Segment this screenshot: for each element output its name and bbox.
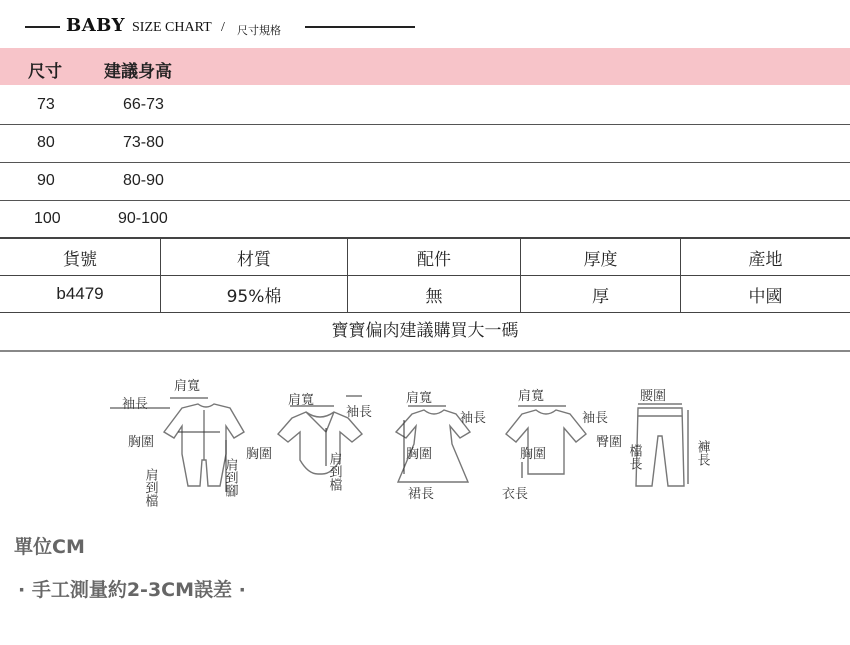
table-row bbox=[0, 162, 850, 201]
header-line-right bbox=[305, 26, 415, 28]
dress-shoulder-label: 肩寬 bbox=[406, 391, 433, 406]
info-value-origin: 中國 bbox=[681, 276, 850, 313]
bodysuit-shoulder-crotch-label: 肩到檔 bbox=[326, 452, 342, 491]
romper-chest-label: 胸圍 bbox=[128, 435, 155, 450]
dress-illustration bbox=[396, 410, 470, 482]
top-sleeve-label: 袖長 bbox=[582, 411, 609, 426]
header-size-spec: 尺寸規格 bbox=[237, 24, 281, 37]
col-size: 尺寸 bbox=[28, 62, 62, 82]
info-value-item: b4479 bbox=[0, 276, 161, 313]
size-cell: 73 bbox=[37, 96, 55, 113]
header-line-left bbox=[25, 26, 60, 28]
romper-shoulder-label: 肩寬 bbox=[174, 379, 201, 394]
top-length-label: 衣長 bbox=[502, 487, 529, 502]
pants-illustration bbox=[636, 408, 684, 486]
height-cell: 66-73 bbox=[123, 96, 164, 113]
top-illustration bbox=[506, 410, 586, 474]
romper-sleeve-label: 袖長 bbox=[122, 397, 149, 412]
info-value-thickness: 厚 bbox=[521, 276, 681, 313]
dress-skirt-label: 裙長 bbox=[408, 487, 435, 502]
romper-shoulder-foot-label: 肩到腳 bbox=[222, 458, 238, 497]
size-cell: 80 bbox=[37, 134, 55, 151]
info-header-origin: 產地 bbox=[681, 238, 850, 276]
size-table-header bbox=[0, 48, 850, 85]
table-row bbox=[0, 124, 850, 163]
size-advice-note: 寶寶偏肉建議購買大一碼 bbox=[0, 313, 850, 352]
bodysuit-chest-label: 胸圍 bbox=[246, 447, 273, 462]
product-info-table bbox=[0, 237, 850, 313]
size-cell: 100 bbox=[34, 210, 61, 227]
bodysuit-shoulder-label: 肩寬 bbox=[288, 393, 315, 408]
pants-crotch-label: 檔長 bbox=[626, 444, 642, 470]
info-value-accessory: 無 bbox=[348, 276, 521, 313]
size-cell: 90 bbox=[37, 172, 55, 189]
info-header-row bbox=[0, 238, 850, 276]
height-cell: 90-100 bbox=[118, 210, 168, 227]
romper-shoulder-crotch-label: 肩到檔 bbox=[142, 468, 158, 507]
top-chest-label: 胸圍 bbox=[520, 447, 547, 462]
info-value-material: 95%棉 bbox=[161, 276, 348, 313]
pants-length-label: 褲長 bbox=[694, 440, 710, 466]
height-cell: 73-80 bbox=[123, 134, 164, 151]
top-shoulder-label: 肩寬 bbox=[518, 389, 545, 404]
info-value-row bbox=[0, 276, 850, 313]
info-header-material: 材質 bbox=[161, 238, 348, 276]
bodysuit-illustration bbox=[278, 412, 362, 474]
table-row bbox=[0, 86, 850, 125]
info-header-item: 貨號 bbox=[0, 238, 161, 276]
height-cell: 80-90 bbox=[123, 172, 164, 189]
header-baby: BABY bbox=[66, 15, 125, 36]
chart-header bbox=[0, 14, 850, 42]
table-row bbox=[0, 200, 850, 237]
info-header-accessory: 配件 bbox=[348, 238, 521, 276]
unit-label: 單位CM bbox=[14, 536, 85, 558]
info-header-thickness: 厚度 bbox=[521, 238, 681, 276]
col-height: 建議身高 bbox=[104, 62, 172, 82]
measurement-diagram bbox=[110, 370, 730, 520]
bodysuit-sleeve-label: 袖長 bbox=[346, 405, 373, 420]
dress-chest-label: 胸圍 bbox=[406, 447, 433, 462]
dress-sleeve-label: 袖長 bbox=[460, 411, 487, 426]
pants-hip-label: 臀圍 bbox=[596, 435, 623, 450]
header-slash: / bbox=[221, 20, 225, 35]
pants-waist-label: 腰圍 bbox=[640, 389, 667, 404]
header-size-chart: SIZE CHART bbox=[132, 20, 212, 35]
measurement-error-note: · 手工測量約2-3CM誤差 · bbox=[18, 579, 246, 601]
